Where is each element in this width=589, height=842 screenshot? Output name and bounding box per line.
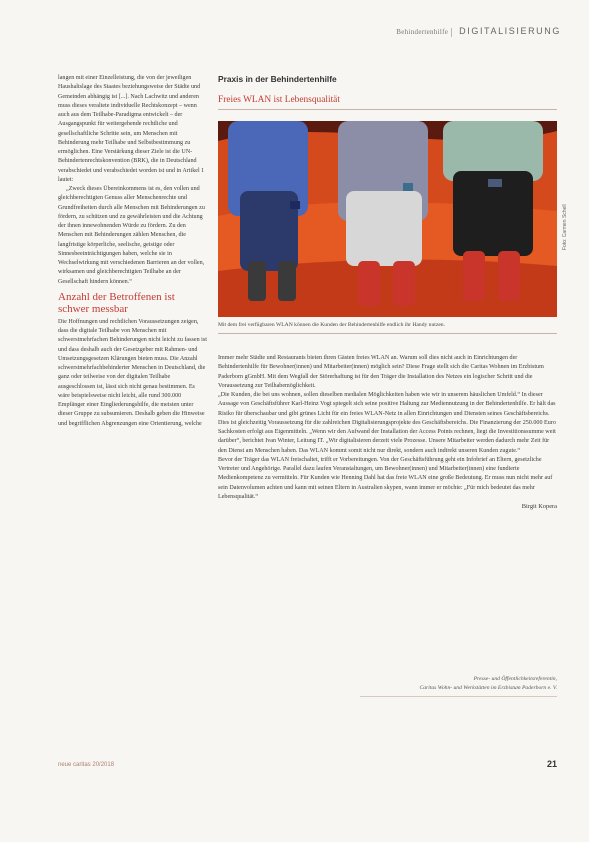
right-paragraph-2: „Die Kunden, die bei uns wohnen, sollen dieselben medialen Möglichkeiten haben wie wir in unserem häuslichen Umfeld.“ In dieser Aussage von Geschäftsführer Karl-Heinz Vogt spiegelt sich seine positive Haltung zur Mediennutzung in der Behindertenhilfe. Er hält das Risiko für überschaubar und gibt grünes Licht für ein freies WLAN-Netz in allen Einrichtungen und Diensten seines Geschäftsbereichs. Dies ist gleichzeitig Voraussetzung für die zahlreichen Digitalisierungsprojekte des Geschäftsbereichs. Die Finanzierung der 250.000 Euro Sachkosten erfolgt aus Eigenmitteln. „Wenn wir den Aufwand der Installation der Access Points rechnen, liegt die Investitionssumme weit darüber“, berichtet Ivan Winter, Leitung IT. „Wir digitalisieren derzeit viele Prozesse. Unsere Mitarbeiter werden dadurch mehr Zeit für den Dienst am Menschen haben. Das WLAN kommt somit nicht nur direkt, sondern auch indirekt unseren Kunden zugute.“ xyxy=(218,392,556,454)
author-note xyxy=(360,675,557,693)
header-divider xyxy=(451,28,452,37)
article-photo xyxy=(218,121,557,317)
footer-journal: neue caritas 20/2018 xyxy=(58,762,115,768)
photo-credit: Foto: Carmen Schell xyxy=(562,204,568,250)
photo-caption: Mit dem frei verfügbaren WLAN können die Kunden der Behindertenhilfe endlich ihr Handy nutzen. xyxy=(218,322,445,328)
author-note-line-2: Caritas Wohn- und Werkstätten im Erzbistum Paderborn e. V. xyxy=(419,685,557,691)
left-paragraph-3: Die Hoffnungen und rechtlichen Voraussetzungen zeigen, dass die digitale Teilhabe von Menschen mit schwerstmehrfachen Behinderungen nicht leicht zu fassen ist und dass deshalb auch der Gesetzgeber mit Rahmen- und Umsetzungsgesetzen Klärungen bieten muss. Die Anzahl schwerstmehrfachbehinderter Menschen in Deutschland, die ganz oder teilweise von der digitalen Teilhabe ausgeschlossen ist, lässt sich nicht genau bestimmen. Es wäre beispielsweise nicht leicht, alle rund 300.000 Empfänger einer Eingliederungshilfe, die meisten unter dieser Gruppe zu subsumieren. Deshalb geben die Hinweise und begrifflichen Abgrenzungen eine Orientierung, welche xyxy=(58,318,207,427)
article-kicker: Praxis in der Behindertenhilfe xyxy=(218,74,337,84)
header-topic: Behindertenhilfe xyxy=(396,28,449,36)
author-note-line-1: Presse- und Öffentlichkeitsreferentin, xyxy=(473,676,557,682)
left-paragraph-1: langen mit einer Einzelleistung, die von der jeweiligen Haushaltslage des Staates beziehungsweise der Städte und Gemeinden abhängig ist [...]. Nach Lachwitz und anderen muss dieses veraltete individuelle Rechtskonzept – wenn auch aus dem Teilhabe-Paradigma entwickelt – der Ausgangspunkt für weitergehende rechtliche und gesellschaftliche Schritte sein, um Menschen mit Behinderung mehr Teilhabe und Selbstbestimmung zu ermöglichen. Eine Verstärkung dieser Ziele ist die UN-Behindertenrechtskonvention (BRK), die in Deutschland verabschiedet und verabschiedet worden ist und in Artikel 1 lautet: xyxy=(58,75,205,183)
article-head xyxy=(218,74,557,110)
caption-rule xyxy=(218,333,557,334)
author-note-rule xyxy=(360,696,557,697)
article-subhead: Freies WLAN ist Lebensqualität xyxy=(218,95,340,105)
subhead-rule xyxy=(218,109,557,110)
left-column xyxy=(58,74,208,429)
left-paragraph-2: „Zweck dieses Übereinkommens ist es, den vollen und gleichberechtigten Genuss aller Menschenrechte und Grundfreiheiten durch alle Menschen mit Behinderungen zu fördern, zu schützen und zu gewährleisten und die Achtung der ihnen innewohnenden Würde zu fördern. Zu den Menschen mit Behinderungen zählen Menschen, die langfristige körperliche, seelische, geistige oder Sinnesbeeinträchtigungen haben, welche sie in Wechselwirkung mit verschiedenen Barrieren an der vollen, wirksamen und gleichberechtigten Teilhabe an der Gesellschaft hindern können.“ xyxy=(58,186,205,285)
running-header xyxy=(396,26,561,37)
header-section: DIGITALISIERUNG xyxy=(459,26,561,36)
left-section-heading: Anzahl der Betroffenen ist schwer messbar xyxy=(58,290,175,315)
right-column xyxy=(218,354,557,511)
right-paragraph-3: Bevor der Träger das WLAN freischaltet, trifft er Vorbereitungen. Von der Geschäftsführung geht ein Infobrief an Eltern, gesetzliche Vertreter und Angehörige. Parallel dazu laufen Veranstaltungen, um Bewohner(innen) und Mitarbeiter(innen) eine fundierte Medienkompetenz zu vermitteln. Für Kunden wie Henning Dahl hat das freie WLAN eine große Bedeutung. Er muss nun nicht mehr auf sein Datenvolumen achten und kann mit seinen Eltern in Australien skypen, wann immer er möchte: „Für mich bedeutet das mehr Lebensqualität.“ xyxy=(218,456,553,500)
article-author: Birgit Kopera xyxy=(521,503,557,510)
right-paragraph-1: Immer mehr Städte und Restaurants bieten ihren Gästen freies WLAN an. Warum soll dies nicht auch in Einrichtungen der Behindertenhilfe für Bewohner(innen) und Mitarbeiter(innen) möglich sein? Diese Frage stellt sich die Caritas Wohnen im Erzbistum Paderborn gGmbH. Mit dem Wegfall der Störerhaftung ist für den Träger die Installation des Netzes ein logischer Schritt und die Voraussetzung zur Teilhabemöglichkeit. xyxy=(218,355,544,389)
photo-illustration xyxy=(218,121,557,317)
page-number: 21 xyxy=(546,759,557,769)
